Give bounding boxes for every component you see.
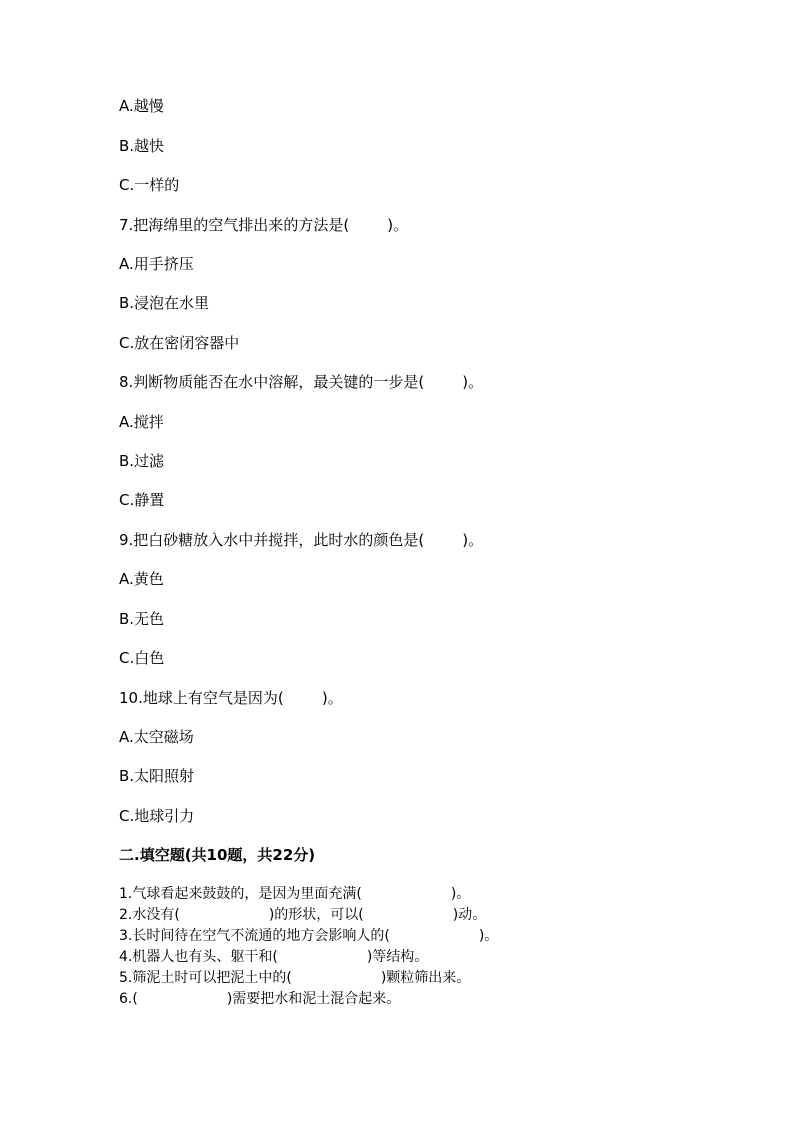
q10-option-c: C.地球引力: [119, 807, 195, 825]
q6-option-a: A.越慢: [119, 97, 164, 115]
q9-question: 9.把白砂糖放入水中并搅拌，此时水的颜色是( )。: [119, 531, 484, 549]
section-heading: 二.填空题(共10题，共22分): [119, 846, 316, 864]
q9-option-c: C.白色: [119, 649, 165, 667]
q8-question: 8.判断物质能否在水中溶解，最关键的一步是( )。: [119, 373, 484, 391]
q7-option-c: C.放在密闭容器中: [119, 334, 240, 352]
q9-option-a: A.黄色: [119, 570, 164, 588]
fill-item-3: 3.长时间待在空气不流通的地方会影响人的( )。: [119, 928, 499, 944]
fill-item-2: 2.水没有( )的形状，可以( )动。: [119, 907, 487, 923]
q6-option-b: B.越快: [119, 137, 165, 155]
q7-option-a: A.用手挤压: [119, 255, 194, 273]
q9-option-b: B.无色: [119, 610, 165, 628]
q7-option-b: B.浸泡在水里: [119, 294, 210, 312]
q6-option-c: C.一样的: [119, 176, 180, 194]
q10-question: 10.地球上有空气是因为( )。: [119, 689, 343, 707]
q8-option-c: C.静置: [119, 491, 165, 509]
q8-option-a: A.搅拌: [119, 413, 164, 431]
fill-item-4: 4.机器人也有头、躯干和( )等结构。: [119, 949, 429, 965]
q10-option-b: B.太阳照射: [119, 767, 195, 785]
fill-item-6: 6.( )需要把水和泥土混合起来。: [119, 991, 401, 1007]
fill-item-1: 1.气球看起来鼓鼓的，是因为里面充满( )。: [119, 886, 471, 902]
q10-option-a: A.太空磁场: [119, 728, 194, 746]
fill-item-5: 5.筛泥土时可以把泥土中的( )颗粒筛出来。: [119, 970, 471, 986]
q7-question: 7.把海绵里的空气排出来的方法是( )。: [119, 216, 409, 234]
q8-option-b: B.过滤: [119, 452, 165, 470]
